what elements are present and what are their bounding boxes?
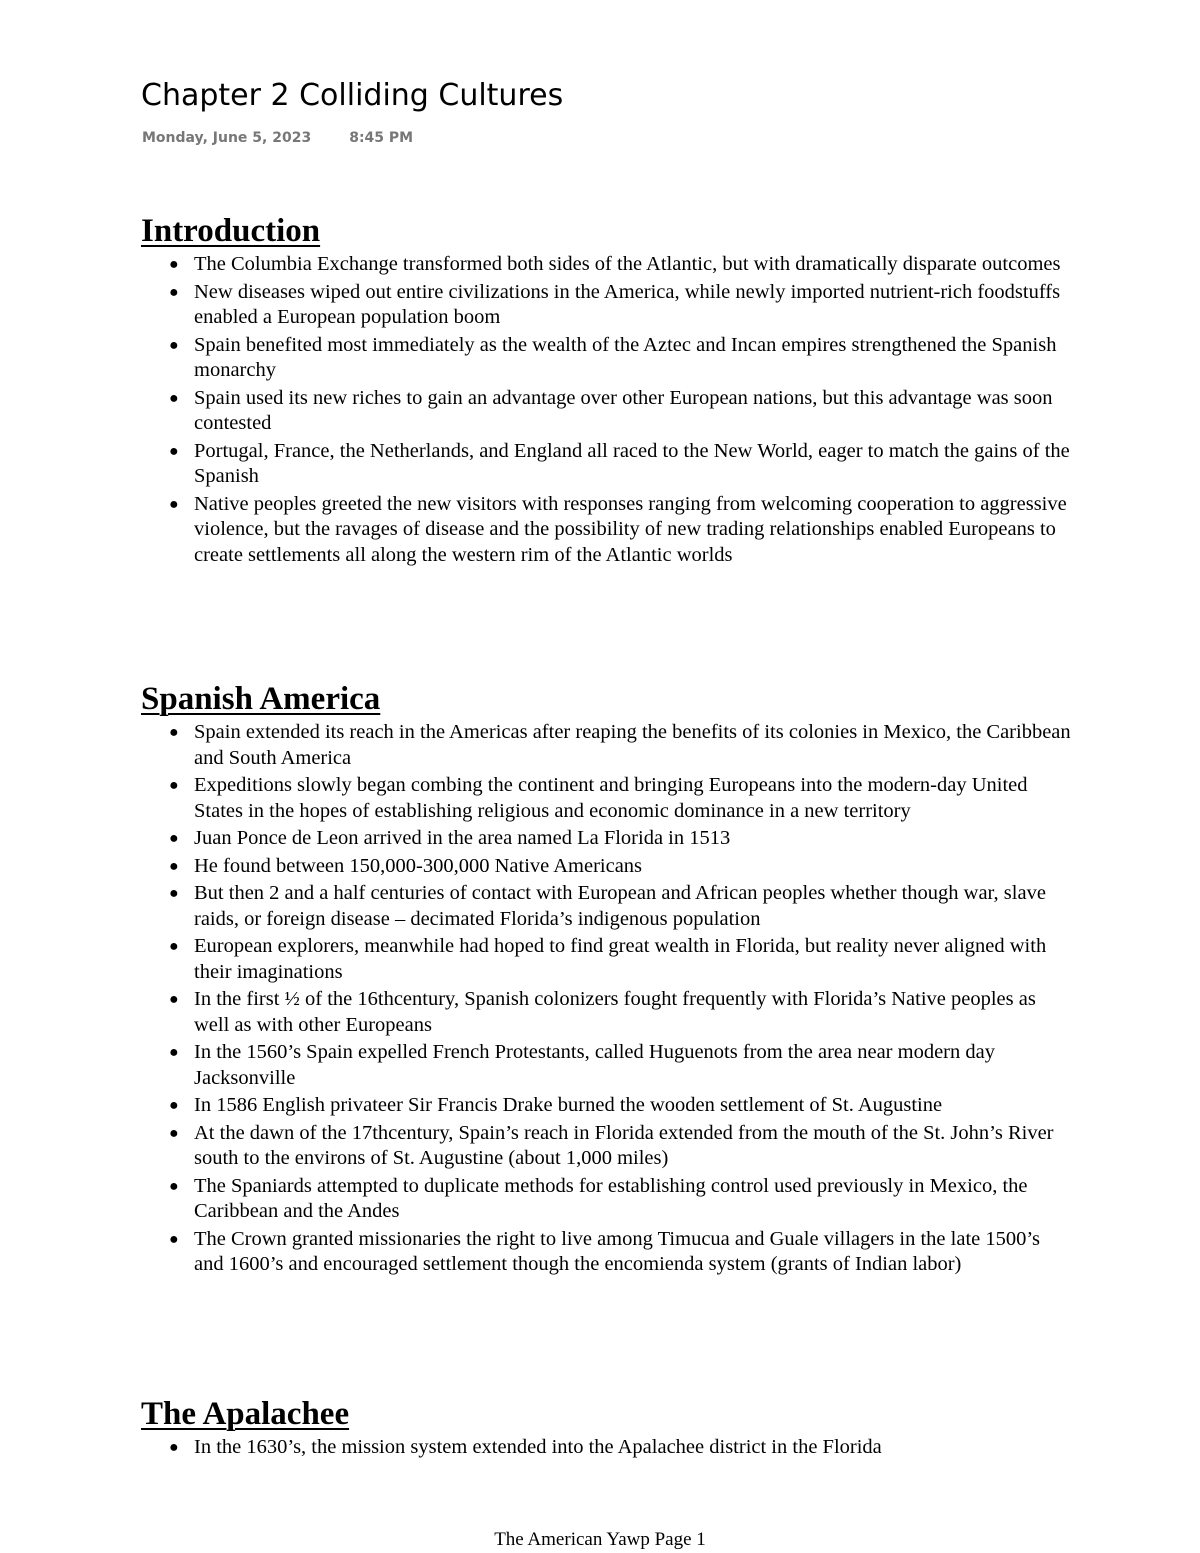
bullet-list: [141, 1435, 1071, 1461]
bullet-icon: ●: [169, 1177, 179, 1195]
bullet-icon: ●: [169, 938, 179, 955]
bullet-icon: ●: [169, 885, 179, 902]
list-item: ● The Crown granted missionaries the right to live among Timucua and Guale villagers in the late 1500’s and 1600’s and encouraged settlement though the encomienda system (grants of Indian labor): [169, 1227, 1041, 1275]
list-item: ● Expeditions slowly began combing the continent and bringing Europeans into the modern-day United States in the hopes of establishing religious and economic dominance in a new territory: [169, 774, 1028, 822]
list-item: ● In the first ½ of the 16thcentury, Spanish colonizers fought frequently with Florida’s Native peoples as well as with other Europeans: [169, 988, 1036, 1036]
list-item: ● Juan Ponce de Leon arrived in the area named La Florida in 1513: [194, 826, 1071, 852]
bullet-icon: ●: [169, 256, 179, 273]
bullet-icon: ●: [169, 724, 179, 741]
bullet-icon: ●: [169, 1439, 179, 1456]
page-title: Chapter 2 Colliding Cultures: [141, 78, 564, 113]
section-introduction: [141, 212, 1071, 570]
list-item: ● New diseases wiped out entire civilizations in the America, while newly imported nutrient-rich foodstuffs enabled a European population boom: [169, 280, 1061, 328]
section-spanish-america: [141, 680, 1071, 1280]
bullet-icon: ●: [169, 336, 179, 354]
list-item: ● In the 1630’s, the mission system extended into the Apalachee district in the Florida: [194, 1435, 1071, 1461]
list-item: ● Portugal, France, the Netherlands, and England all raced to the New World, eager to match the gains of the Spanish: [169, 439, 1070, 487]
section-heading: Introduction: [141, 213, 321, 249]
bullet-list: [141, 252, 1071, 568]
list-item: ● He found between 150,000-300,000 Native Americans: [194, 854, 1071, 880]
bullet-icon: ●: [169, 1230, 179, 1248]
bullet-icon: ●: [169, 1044, 179, 1061]
bullet-icon: ●: [169, 991, 179, 1008]
bullet-icon: ●: [169, 1097, 179, 1114]
bullet-icon: ●: [169, 442, 179, 460]
list-item: ● In 1586 English privateer Sir Francis Drake burned the wooden settlement of St. Augustine: [194, 1093, 1071, 1119]
bullet-list: [141, 720, 1071, 1278]
list-item: ● Spain used its new riches to gain an advantage over other European nations, but this advantage was soon contested: [169, 386, 1053, 434]
page-footer: The American Yawp Page 1: [494, 1529, 706, 1550]
bullet-icon: ●: [169, 830, 179, 847]
page-time: 8:45 PM: [349, 130, 414, 146]
bullet-icon: ●: [169, 495, 179, 513]
bullet-icon: ●: [169, 389, 179, 407]
section-heading: The Apalachee: [141, 1396, 350, 1432]
list-item: ● The Spaniards attempted to duplicate methods for establishing control used previously in Mexico, the Caribbean and the Andes: [169, 1174, 1028, 1222]
page-timestamp: [142, 128, 413, 148]
list-item: ● European explorers, meanwhile had hoped to find great wealth in Florida, but reality never aligned with their imaginations: [169, 935, 1047, 983]
list-item: ● But then 2 and a half centuries of contact with European and African peoples whether though war, slave raids, or foreign disease – decimated Florida’s indigenous population: [169, 882, 1046, 930]
bullet-icon: ●: [169, 1124, 179, 1142]
list-item: ● The Columbia Exchange transformed both sides of the Atlantic, but with dramatically disparate outcomes: [194, 252, 1071, 278]
list-item: ● Native peoples greeted the new visitors with responses ranging from welcoming cooperation to aggressive violence, but the ravages of disease and the possibility of new trading relationships enabled Europeans to create settlements all along the western rim of the Atlantic worlds: [169, 492, 1067, 566]
bullet-icon: ●: [169, 283, 179, 301]
list-item: ● In the 1560’s Spain expelled French Protestants, called Huguenots from the area near modern day Jacksonville: [169, 1041, 995, 1089]
list-item: ● Spain extended its reach in the Americas after reaping the benefits of its colonies in Mexico, the Caribbean and South America: [169, 721, 1071, 769]
list-item: ● Spain benefited most immediately as the wealth of the Aztec and Incan empires strengthened the Spanish monarchy: [169, 333, 1057, 381]
list-item: ● At the dawn of the 17thcentury, Spain’s reach in Florida extended from the mouth of the St. John’s River south to the environs of St. Augustine (about 1,000 miles): [169, 1121, 1054, 1169]
section-the-apalachee: [141, 1395, 1071, 1463]
section-heading: Spanish America: [141, 681, 381, 717]
bullet-icon: ●: [169, 857, 179, 875]
page-date: Monday, June 5, 2023: [142, 130, 312, 146]
bullet-icon: ●: [169, 777, 179, 794]
